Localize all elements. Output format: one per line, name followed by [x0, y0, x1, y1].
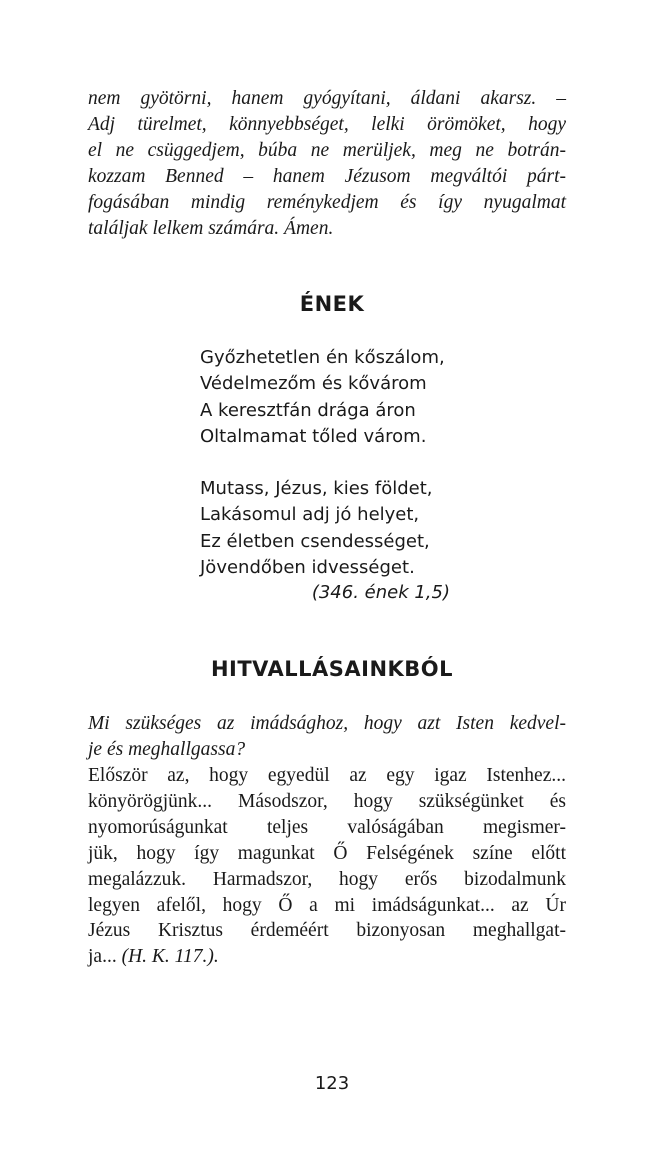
answer-line: Jézus Krisztus érdeméért bizonyosan meghallgat- [88, 920, 566, 942]
prayer-line: kozzam Benned – hanem Jézusom megváltói párt- [88, 166, 566, 187]
song-line: A keresztfán drága áron [200, 399, 416, 421]
prayer-line: el ne csüggedjem, búba ne merüljek, meg ne botrán- [88, 140, 566, 161]
catechism-question [88, 711, 566, 763]
song-line: Ez életben csendességet, [200, 530, 430, 552]
answer-citation: (H. K. 117.). [121, 946, 219, 968]
answer-line: nyomorúságunkat teljes valóságában megismer- [88, 816, 566, 838]
prayer-line: Adj türelmet, könnyebbséget, lelki örömöket, hogy [88, 114, 566, 135]
answer-line: Először az, hogy egyedül az egy igaz Istenhez... [88, 765, 566, 786]
answer-line-last [88, 944, 566, 970]
answer-line: legyen afelől, hogy Ő a mi imádságunkat... az Úr [88, 894, 566, 916]
answer-line: megalázzuk. Harmadszor, hogy erős bizodalmunk [88, 868, 566, 890]
answer-line: könyörögjünk... Másodszor, hogy szükségünket és [88, 790, 566, 812]
song-reference: (346. ének 1,5) [311, 582, 450, 603]
catechism-answer [88, 763, 566, 970]
prayer-line: találjak lelkem számára. Ámen. [88, 218, 334, 239]
song-line: Oltalmamat tőled várom. [200, 425, 427, 447]
song-stanza [200, 476, 433, 581]
creed-heading: HITVALLÁSAINKBÓL [210, 657, 454, 681]
song-stanza [200, 345, 445, 450]
song-line: Mutass, Jézus, kies földet, [200, 478, 433, 499]
song-line: Győzhetetlen én kőszálom, [200, 347, 445, 368]
question-line: Mi szükséges az imádsághoz, hogy azt Isten kedvel- [88, 713, 566, 734]
song-line: Védelmezőm és kővárom [200, 373, 427, 395]
prayer-line: fogásában mindig reménykedjem és így nyugalmat [88, 192, 566, 213]
song-heading: ÉNEK [299, 292, 365, 316]
answer-line: jük, hogy így magunkat Ő Felségének színe előtt [88, 842, 566, 864]
page-number: 123 [314, 1073, 350, 1094]
answer-last-text: ja... [88, 946, 117, 968]
question-line: je és meghallgassa? [88, 739, 246, 760]
song-line: Jövendőben idvességet. [200, 556, 415, 578]
prayer-paragraph [88, 86, 566, 242]
prayer-line: nem gyötörni, hanem gyógyítani, áldani akarsz. – [88, 88, 566, 109]
song-line: Lakásomul adj jó helyet, [200, 504, 420, 526]
